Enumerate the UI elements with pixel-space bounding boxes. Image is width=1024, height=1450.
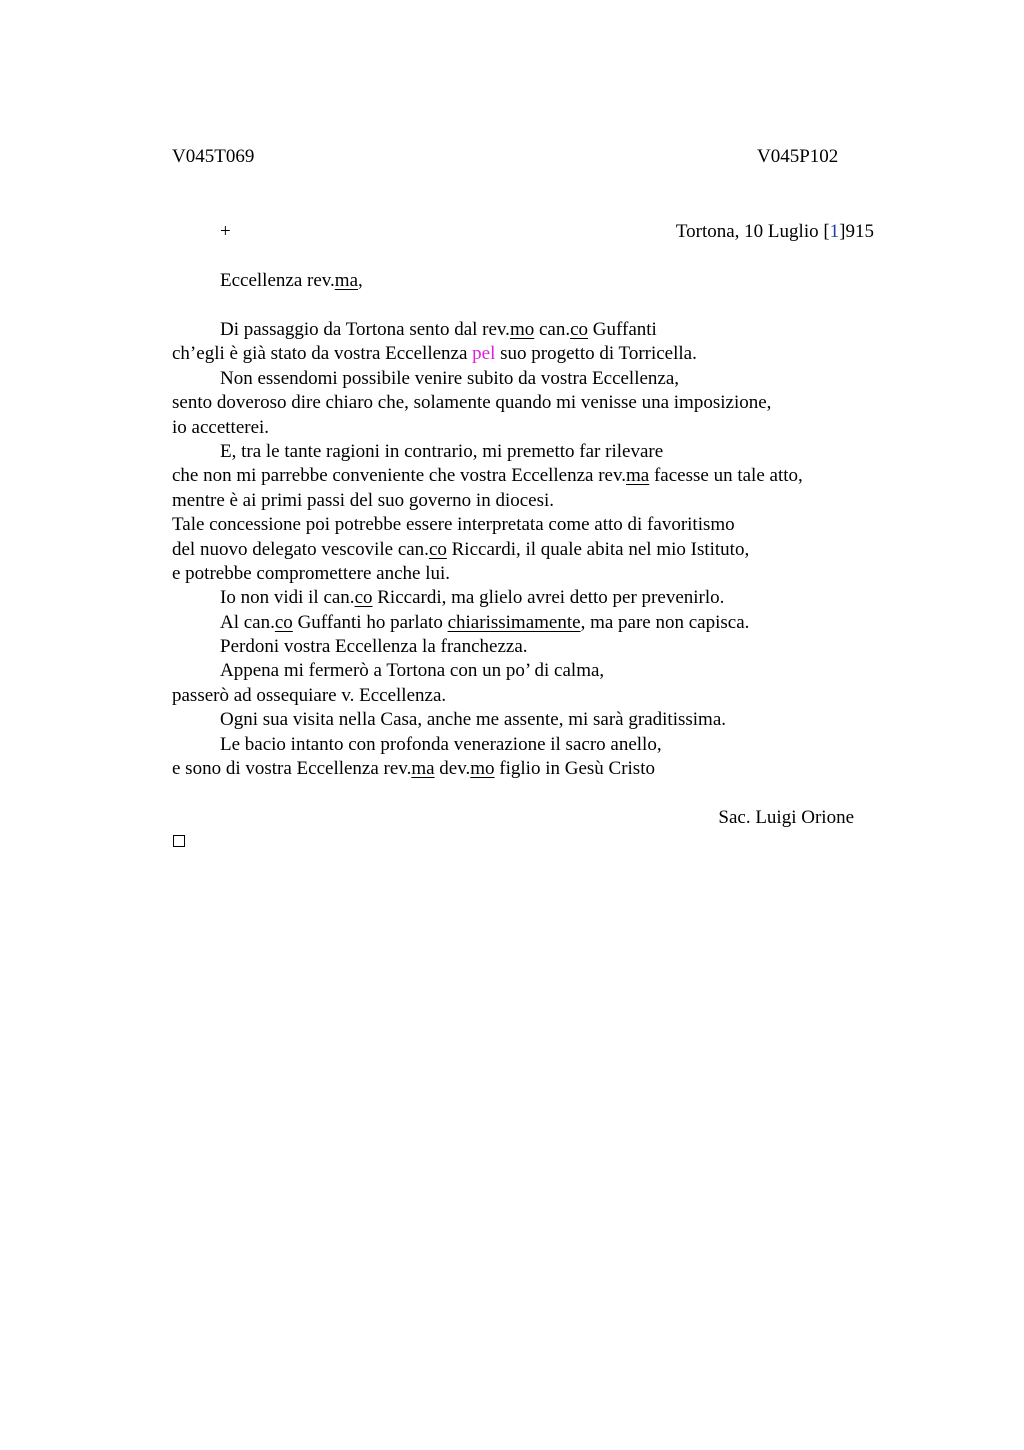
dateline (676, 221, 874, 243)
line-text: Ogni sua visita nella Casa, anche me assente, mi sarà graditissima. (220, 709, 726, 731)
line-text: Appena mi fermerò a Tortona con un po’ di calma, (220, 660, 605, 682)
letter-line (172, 733, 803, 757)
line-text: e potrebbe compromettere anche lui. (172, 562, 451, 584)
letter-line (172, 342, 803, 366)
line-text: figlio in Gesù Cristo (494, 758, 655, 780)
letter-line (172, 464, 803, 488)
underlined-abbreviation: ma (626, 465, 650, 487)
document-code-left: V045T069 (172, 146, 255, 167)
letter-line (172, 757, 803, 781)
line-text: dev. (434, 758, 471, 780)
salutation-text: Eccellenza rev. (220, 270, 335, 291)
line-text: suo progetto di Torricella. (495, 343, 697, 365)
signature: Sac. Luigi Orione (718, 807, 854, 828)
highlighted-word: pel (472, 343, 496, 365)
line-text: E, tra le tante ragioni in contrario, mi premetto far rilevare (220, 440, 664, 462)
salutation (220, 270, 363, 292)
underlined-abbreviation: co (428, 538, 447, 560)
line-text: Guffanti (588, 319, 657, 340)
underlined-abbreviation: co (354, 587, 373, 609)
underlined-abbreviation: chiarissimamente (447, 611, 581, 633)
underlined-abbreviation: ma (411, 758, 435, 780)
underlined-abbreviation: mo (470, 758, 495, 780)
letter-line (172, 586, 803, 610)
letter-line (172, 489, 803, 513)
cross-mark: + (220, 221, 231, 242)
letter-line (172, 538, 803, 562)
line-text: can. (534, 319, 571, 340)
letter-line (172, 440, 803, 464)
dateline-suffix: ]915 (839, 221, 874, 242)
line-text: ch’egli è già stato da vostra Eccellenza (172, 343, 473, 365)
letter-line (172, 611, 803, 635)
line-text: Perdoni vostra Eccellenza la franchezza. (220, 636, 528, 658)
line-text: Guffanti ho parlato (292, 611, 448, 633)
underlined-abbreviation: co (570, 319, 589, 340)
line-text: , ma pare non capisca. (580, 611, 750, 633)
letter-body (172, 318, 803, 781)
line-text: del nuovo delegato vescovile can. (172, 538, 429, 560)
underlined-abbreviation: mo (509, 319, 535, 340)
line-text: Io non vidi il can. (220, 587, 355, 609)
letter-line (172, 635, 803, 659)
dateline-bracket-digit: 1 (829, 221, 840, 242)
line-text: che non mi parrebbe conveniente che vostra Eccellenza rev. (172, 465, 627, 487)
line-text: mentre è ai primi passi del suo governo in diocesi. (172, 489, 555, 511)
letter-line (172, 416, 803, 440)
square-outline-icon (173, 835, 185, 847)
underlined-abbreviation: co (274, 611, 293, 633)
line-text: Al can. (220, 611, 275, 633)
letter-line (172, 318, 803, 342)
line-text: e sono di vostra Eccellenza rev. (172, 758, 412, 780)
line-text: Le bacio intanto con profonda venerazione il sacro anello, (220, 733, 662, 755)
letter-line (172, 562, 803, 586)
line-text: Non essendomi possibile venire subito da vostra Eccellenza, (220, 367, 680, 389)
dateline-prefix: Tortona, 10 Luglio [ (675, 221, 830, 242)
line-text: Tale concessione poi potrebbe essere interpretata come atto di favoritismo (172, 514, 735, 536)
letter-line (172, 367, 803, 391)
letter-line (172, 513, 803, 537)
line-text: Riccardi, ma glielo avrei detto per prevenirlo. (372, 587, 725, 609)
letter-line (172, 659, 803, 683)
document-code-right: V045P102 (757, 146, 839, 167)
salutation-tail: , (358, 270, 363, 291)
line-text: sento doveroso dire chiaro che, solamente quando mi venisse una imposizione, (172, 392, 772, 414)
line-text: io accetterei. (172, 416, 270, 438)
line-text: Riccardi, il quale abita nel mio Istituto, (446, 538, 750, 560)
letter-line (172, 684, 803, 708)
line-text: Di passaggio da Tortona sento dal rev. (220, 319, 510, 340)
letter-line (172, 708, 803, 732)
salutation-abbr: ma (334, 270, 359, 291)
line-text: facesse un tale atto, (649, 465, 803, 487)
line-text: passerò ad ossequiare v. Eccellenza. (172, 684, 447, 706)
letter-line (172, 391, 803, 415)
